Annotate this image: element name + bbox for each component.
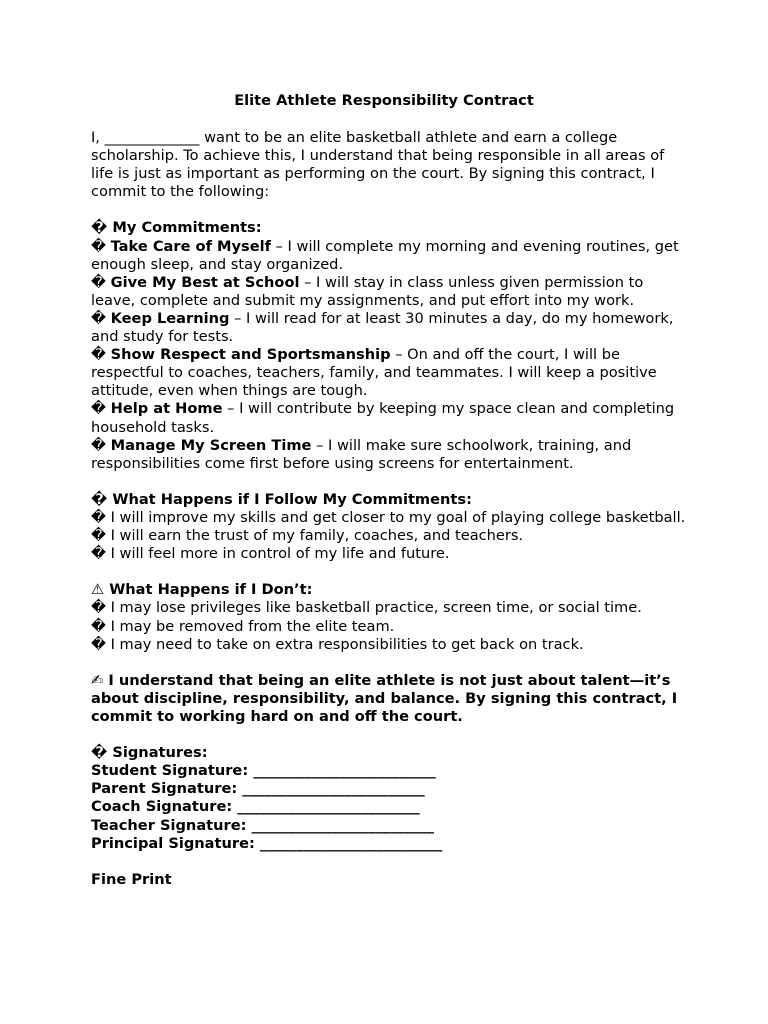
signature-blank[interactable]: _________________________	[259, 834, 443, 852]
checkbox-icon: �	[91, 400, 106, 418]
follow-item-text: I will earn the trust of my family, coaches, and teachers.	[110, 527, 524, 545]
writing-hand-icon: ✍	[91, 671, 104, 689]
statement-text: I understand that being an elite athlete is not just about talent—it’s about discipline, responsibility, and balance. By signing this contract, I commit to working hard on and off the court.	[91, 671, 678, 725]
signature-blank[interactable]: _________________________	[253, 762, 436, 780]
bullet-icon: �	[91, 617, 106, 635]
pen-icon: �	[91, 744, 108, 762]
checkbox-icon: �	[91, 273, 106, 291]
trophy-icon: �	[91, 490, 108, 508]
commitment-title: Manage My Screen Time	[110, 436, 312, 454]
signature-line-parent[interactable]	[91, 780, 691, 798]
bullet-icon: �	[91, 508, 106, 526]
follow-item	[91, 545, 691, 563]
commitment-text: – I will contribute by keeping my space clean and completing household tasks.	[91, 400, 675, 436]
commitment-item	[91, 238, 691, 274]
dont-item	[91, 636, 691, 654]
signature-label: Parent Signature:	[91, 780, 238, 798]
commitment-item	[91, 400, 691, 436]
commitment-statement	[91, 672, 691, 726]
signature-blank[interactable]: _________________________	[251, 816, 434, 834]
commitment-text: – I will make sure schoolwork, training, and responsibilities come first before using screens for entertainment.	[91, 436, 632, 472]
commitments-icon: �	[91, 219, 108, 237]
checkbox-icon: �	[91, 309, 106, 327]
commitment-title: Help at Home	[110, 400, 223, 418]
dont-item	[91, 599, 691, 617]
bullet-icon: �	[91, 527, 106, 545]
commitment-title: Show Respect and Sportsmanship	[110, 346, 391, 364]
signatures-heading-text: Signatures:	[112, 744, 208, 762]
dont-item-text: I may need to take on extra responsibilities to get back on track.	[110, 635, 584, 653]
intro-paragraph: I, _____________ want to be an elite basketball athlete and earn a college scholarship. To achieve this, I understand that being responsible in all areas of life is just as important as performing on the court. By signing this contract, I commit to the following:	[91, 129, 665, 201]
signature-line-student[interactable]	[91, 762, 691, 780]
bullet-icon: �	[91, 599, 106, 617]
commitment-text: – On and off the court, I will be respectful to coaches, teachers, family, and teammates. I will keep a positive attitude, even when things are tough.	[91, 346, 657, 400]
signature-label: Principal Signature:	[91, 834, 255, 852]
commitment-title: Take Care of Myself	[110, 237, 271, 255]
signatures-heading	[91, 744, 691, 762]
dont-item-text: I may lose privileges like basketball practice, screen time, or social time.	[110, 599, 642, 617]
follow-item	[91, 527, 691, 545]
dont-item-text: I may be removed from the elite team.	[110, 617, 395, 635]
follow-heading	[91, 491, 691, 509]
signature-blank[interactable]: _________________________	[242, 780, 425, 798]
dont-item	[91, 618, 691, 636]
commitment-item	[91, 346, 691, 400]
commitment-text: – I will read for at least 30 minutes a day, do my homework, and study for tests.	[91, 309, 674, 346]
checkbox-icon: �	[91, 237, 106, 255]
commitment-title: Give My Best at School	[110, 273, 300, 291]
signature-label: Student Signature:	[91, 762, 249, 780]
fine-print-heading: Fine Print	[91, 870, 172, 888]
dont-heading-text: What Happens if I Don’t:	[109, 581, 313, 599]
signature-line-teacher[interactable]	[91, 817, 691, 835]
commitment-text: – I will stay in class unless given permission to leave, complete and submit my assignments, and put effort into my work.	[91, 273, 644, 309]
checkbox-icon: �	[91, 436, 106, 454]
contract-body	[91, 129, 691, 889]
signature-label: Coach Signature:	[91, 798, 233, 816]
dont-heading	[91, 581, 691, 599]
bullet-icon: �	[91, 635, 106, 653]
commitment-item	[91, 274, 691, 310]
commitments-heading-text: My Commitments:	[112, 219, 262, 237]
signature-line-coach[interactable]	[91, 798, 691, 816]
follow-item-text: I will feel more in control of my life and future.	[110, 545, 450, 563]
commitment-title: Keep Learning	[110, 309, 230, 327]
commitment-text: – I will complete my morning and evening routines, get enough sleep, and stay organized.	[91, 237, 679, 273]
bullet-icon: �	[91, 545, 106, 563]
commitment-item	[91, 437, 691, 473]
commitments-heading	[91, 219, 691, 237]
page-title: Elite Athlete Responsibility Contract	[234, 92, 534, 109]
signature-line-principal[interactable]	[91, 835, 691, 853]
signature-label: Teacher Signature:	[91, 816, 247, 834]
checkbox-icon: �	[91, 346, 106, 364]
follow-item	[91, 509, 691, 527]
commitment-item	[91, 310, 691, 346]
follow-heading-text: What Happens if I Follow My Commitments:	[112, 490, 472, 508]
signature-blank[interactable]: _________________________	[237, 798, 420, 816]
warning-icon: ⚠	[91, 581, 105, 599]
follow-item-text: I will improve my skills and get closer to my goal of playing college basketball.	[110, 508, 686, 526]
